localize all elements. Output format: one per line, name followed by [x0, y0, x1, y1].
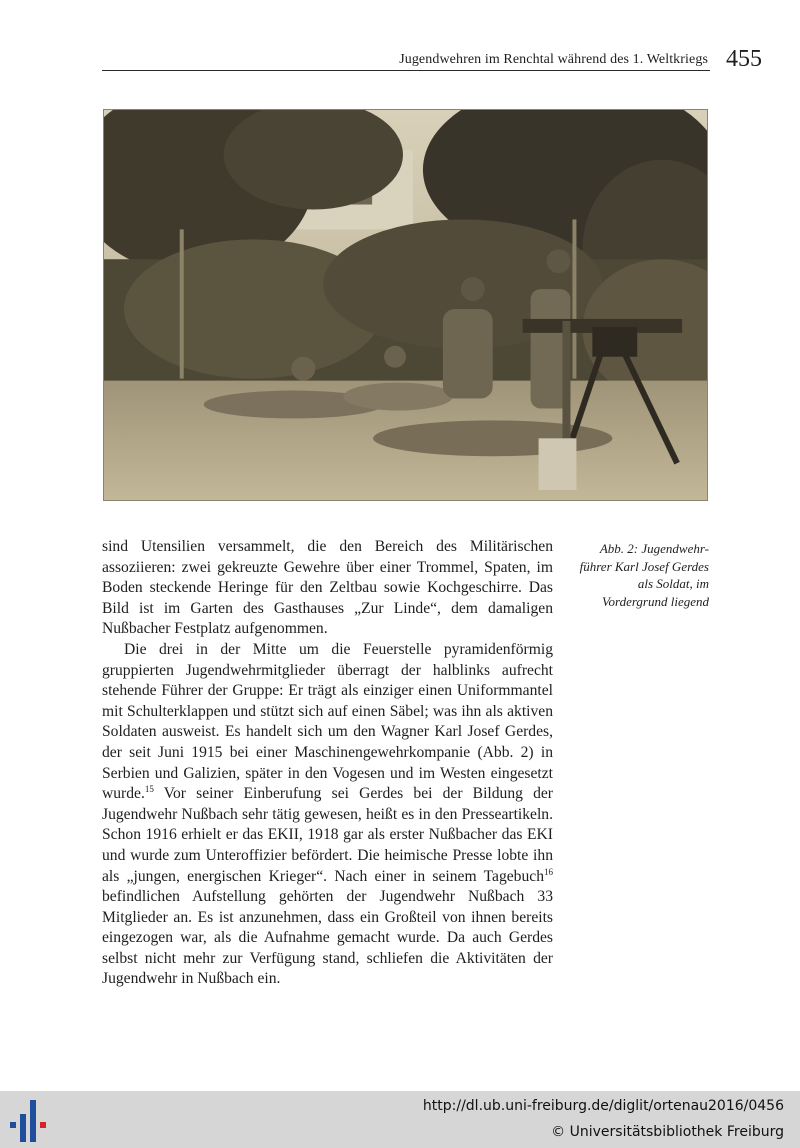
copyright-notice: © Universitätsbibliothek Freiburg [551, 1124, 784, 1140]
logo-square-right [40, 1122, 46, 1128]
logo-square-left [10, 1122, 16, 1128]
running-title: Jugendwehren im Renchtal während des 1. Weltkriegs [399, 52, 708, 67]
paragraph-2-part-3: befindlichen Aufstellung gehörten der Jugendwehr Nußbach 33 Mitglieder an. Es ist anzunehmen, dass ein Großteil von ihnen bereits eingezogen war, als die Aufnahme gemacht wurde. Da auch Gerdes selbst nicht mehr zur Verfügung stand, schliefen die Aktivitäten der Jugendwehr in Nußbach ein. [102, 888, 553, 988]
footnote-marker-15: 15 [144, 783, 154, 794]
paragraph-2-part-1: Die drei in der Mitte um die Feuerstelle pyramidenförmig gruppierten Jugendwehrmitglieder überragt der halblinks aufrecht stehende Führer der Gruppe: Er trägt als einziger einen Uniformmantel mit Schulterklappen und stützt sich auf einen Säbel; was ihn als aktiven Soldaten ausweist. Es handelt sich um den Wagner Karl Josef Gerdes, der seit Juni 1915 bei einer Maschinengewehrkompanie (Abb. 2) in Serbien und Galizien, später in den Vogesen und im Westen eingesetzt wurde. [102, 640, 553, 803]
paragraph-1: sind Utensilien versammelt, die den Bereich des Militärischen assoziieren: zwei gekreuzte Gewehre über einer Trommel, Spaten, im Boden steckende Heringe für den Zeltbau sowie Kochgeschirre. Das Bild ist im Garten des Gasthauses „Zur Linde“, dem damaligen Nußbacher Festplatz aufgenommen. [102, 538, 553, 638]
header-rule [102, 70, 710, 71]
caption-text: Abb. 2: Jugendwehr-führer Karl Josef Gerdes als Soldat, im Vordergrund liegend [579, 541, 709, 609]
page-header [102, 48, 762, 72]
paragraph-2-part-2: Vor seiner Einberufung sei Gerdes bei der Bildung der Jugendwehr Nußbach sehr tätig gewesen, heißt es in den Presseartikeln. Schon 1916 erhielt er das EKII, 1918 gar als erster Nußbacher das EKI und wurde zum Unteroffizier befördert. Die heimische Presse lobte ihn als „jungen, energischen Krieger“. Nach einer in seinem Tagebuch [102, 785, 553, 885]
footer-bar [0, 1091, 800, 1148]
logo-bar-mid-left [20, 1114, 26, 1142]
logo-bar-center [30, 1100, 36, 1142]
figure-caption [575, 540, 709, 610]
library-logo-icon [10, 1100, 50, 1142]
body-text [102, 537, 553, 990]
page-number: 455 [726, 46, 762, 72]
machine-gun-crew-photo [104, 110, 707, 500]
historical-photograph [103, 109, 708, 501]
paragraph-2 [102, 640, 553, 990]
document-url-link[interactable]: http://dl.ub.uni-freiburg.de/diglit/ortenau2016/0456 [422, 1098, 784, 1114]
footnote-marker-16: 16 [544, 866, 553, 877]
